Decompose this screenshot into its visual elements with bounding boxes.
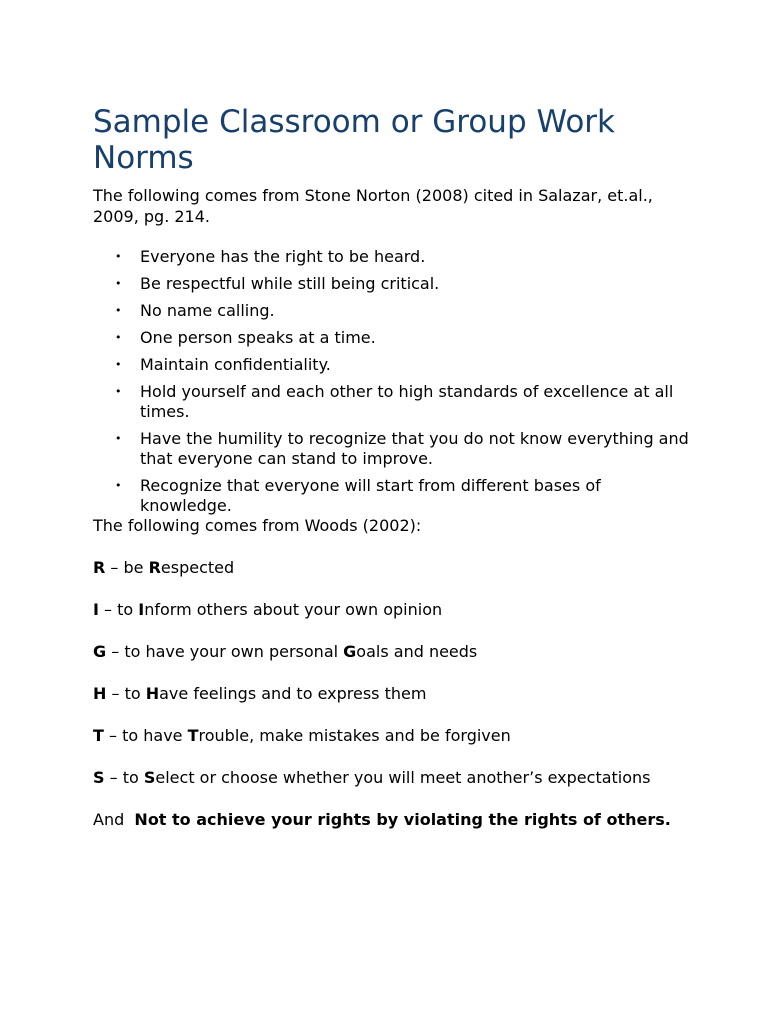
bullet-icon: • — [115, 432, 122, 445]
right-i-paragraph — [93, 600, 693, 620]
list-item — [93, 355, 693, 375]
right-text: espected — [160, 558, 235, 577]
bullet-icon: • — [115, 331, 122, 344]
acronym-letter: H — [93, 684, 107, 703]
right-g-paragraph — [93, 642, 693, 662]
acronym-letter: G — [93, 642, 107, 661]
page-title: Sample Classroom or Group Work Norms — [93, 104, 615, 176]
bullet-icon: • — [115, 358, 122, 371]
right-text: – to — [104, 768, 144, 787]
list-item — [93, 274, 693, 294]
right-text: ave feelings and to express them — [159, 684, 427, 703]
woods-intro-paragraph: The following comes from Woods (2002): — [93, 516, 422, 535]
acronym-letter: S — [93, 768, 105, 787]
right-text: – to have — [103, 726, 188, 745]
document-page — [93, 104, 693, 852]
list-item-text: Have the humility to recognize that you do not know everything and that everyone can stand to improve. — [140, 429, 689, 468]
list-item-text: No name calling. — [140, 301, 275, 320]
list-item-text: Hold yourself and each other to high standards of excellence at all times. — [140, 382, 674, 421]
acronym-cap: R — [148, 558, 161, 577]
acronym-cap: I — [138, 600, 145, 619]
intro-paragraph: The following comes from Stone Norton (2008) cited in Salazar, et.al., 2009, pg. 214. — [93, 186, 653, 226]
acronym-letter: T — [93, 726, 104, 745]
list-item-text: One person speaks at a time. — [140, 328, 376, 347]
right-text: – to have your own personal — [106, 642, 344, 661]
right-text: rouble, make mistakes and be forgiven — [198, 726, 511, 745]
acronym-cap: T — [187, 726, 199, 745]
list-item — [93, 247, 693, 267]
closing-paragraph — [93, 810, 693, 830]
right-text: – to — [106, 684, 146, 703]
list-item — [93, 301, 693, 321]
right-text: nform others about your own opinion — [144, 600, 443, 619]
acronym-cap: H — [145, 684, 160, 703]
right-text: oals and needs — [356, 642, 478, 661]
list-item-text: Maintain confidentiality. — [140, 355, 331, 374]
bullet-icon: • — [115, 250, 122, 263]
list-item-text: Be respectful while still being critical. — [140, 274, 440, 293]
acronym-cap: S — [143, 768, 156, 787]
list-item — [93, 476, 693, 516]
right-text: – to — [98, 600, 139, 619]
bullet-icon: • — [115, 479, 122, 492]
bullet-icon: • — [115, 304, 122, 317]
list-item — [93, 328, 693, 348]
norms-list — [93, 247, 693, 516]
list-item-text: Everyone has the right to be heard. — [140, 247, 426, 266]
acronym-letter: R — [93, 558, 106, 577]
bullet-icon: • — [115, 385, 122, 398]
acronym-cap: G — [343, 642, 357, 661]
list-item-text: Recognize that everyone will start from different bases of knowledge. — [140, 476, 601, 515]
right-text: elect or choose whether you will meet another’s expectations — [155, 768, 651, 787]
right-text: – be — [105, 558, 149, 577]
closing-bold-text: Not to achieve your rights by violating the rights of others. — [134, 810, 671, 829]
list-item — [93, 429, 693, 469]
right-s-paragraph — [93, 768, 693, 788]
list-item — [93, 382, 693, 422]
bullet-icon: • — [115, 277, 122, 290]
right-h-paragraph — [93, 684, 693, 704]
closing-prefix: And — [93, 810, 135, 829]
right-r-paragraph — [93, 558, 693, 578]
acronym-letter: I — [93, 600, 99, 619]
right-t-paragraph — [93, 726, 693, 746]
